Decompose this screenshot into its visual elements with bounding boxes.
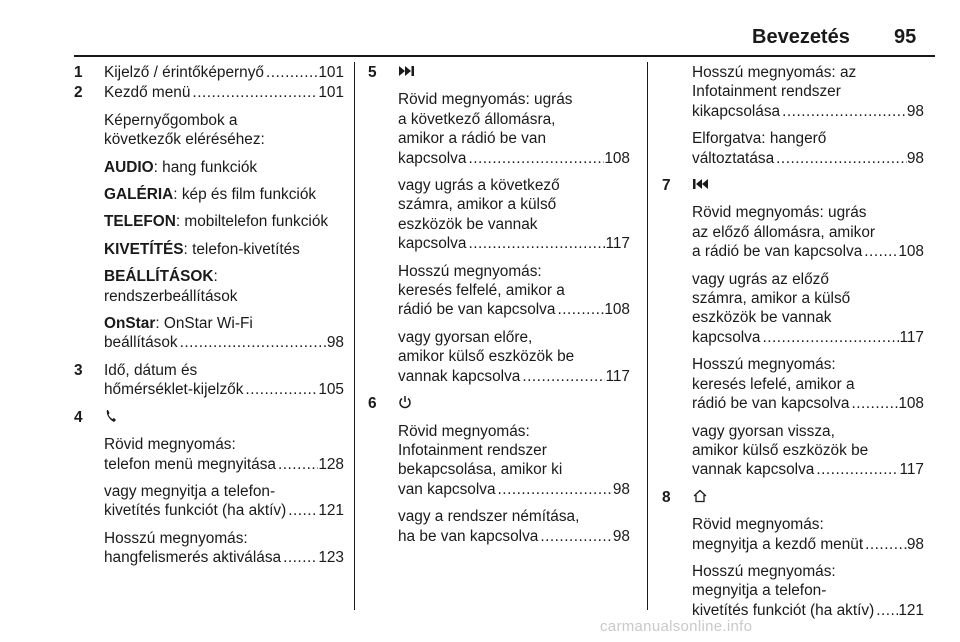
entry-number: 8 xyxy=(662,488,671,506)
telefon-item: TELEFON: mobiltelefon funkciók xyxy=(104,213,329,231)
watermark: carmanualsonline.info xyxy=(600,618,753,635)
column-1 xyxy=(74,62,344,568)
entry-3: 3 Idő, dátum és hőmérséklet-kijelzők ..... 105 xyxy=(74,361,344,400)
entry-number: 7 xyxy=(662,177,671,195)
entry-4: 4 Rövid megnyomás: telefon menü megnyitása ..... 128 vagy megnyitja a telefon- kivetítés funkciót (ha aktív) ..... 121 Hosszú megnyomás: hangfelismerés aktiválása ..... 123 xyxy=(74,408,344,568)
entry-number: 6 xyxy=(368,395,377,413)
audio-item: AUDIO: hang funkciók xyxy=(104,158,258,176)
page-ref: 105 xyxy=(318,381,344,399)
beallitasok-item: BEÁLLÍTÁSOK: rendszerbeállítások xyxy=(104,268,238,305)
power-icon xyxy=(398,394,414,410)
entry-number: 5 xyxy=(368,64,377,81)
page-ref: 108 xyxy=(898,395,924,413)
entry-text: Kezdő menü xyxy=(104,84,191,102)
page-ref: 108 xyxy=(898,243,924,261)
page-ref: 128 xyxy=(318,455,344,473)
galeria-item: GALÉRIA: kép és film funkciók xyxy=(104,186,317,204)
page-ref: 123 xyxy=(318,549,344,567)
entry-number: 3 xyxy=(74,361,83,379)
kivetites-item: KIVETÍTÉS: telefon-kivetítés xyxy=(104,240,300,258)
column-divider xyxy=(354,62,355,610)
page-title: Bevezetés xyxy=(752,26,850,48)
page-number: 95 xyxy=(894,26,917,48)
onstar-item: OnStar: OnStar Wi-Fi beállítások ..... 98 xyxy=(104,314,344,353)
entry-5: 5 Rövid megnyomás: ugrás a következő állomásra, amikor a rádió be van kapcsolva ..... 108 vagy ugrás a következő számra, amikor a külső eszközök be vannak kapcsolva ..... 117 Hosszú megnyomás: keresés felfelé, amikor a rádió be van kapcsolva ..... 108 vagy gyorsan előre, amikor külső eszközök be vannak kapcsolva ..... 117 xyxy=(368,63,630,386)
page-ref: 98 xyxy=(906,102,924,120)
page-ref: 117 xyxy=(899,461,924,479)
page-ref: 98 xyxy=(326,334,344,352)
column-divider xyxy=(647,62,648,610)
entry-6: 6 Rövid megnyomás: Infotainment rendszer bekapcsolása, amikor ki van kapcsolva ..... 98 vagy a rendszer némítása, ha be van kapcsolva ..... 98 xyxy=(368,394,630,546)
paragraph: Képernyőgombok a következők eléréséhez: xyxy=(104,111,265,149)
entry-number: 1 xyxy=(74,64,83,81)
page-ref: 117 xyxy=(605,235,630,253)
page-ref: 98 xyxy=(612,527,630,545)
page-ref: 117 xyxy=(899,328,924,346)
page-ref: 108 xyxy=(604,301,630,319)
page-ref: 117 xyxy=(605,367,630,385)
page-ref: 98 xyxy=(906,535,924,553)
entry-number: 2 xyxy=(74,84,83,102)
phone-icon xyxy=(104,408,120,424)
page-ref: 108 xyxy=(604,149,630,167)
page-ref: 121 xyxy=(898,601,924,619)
header-rule xyxy=(74,55,935,57)
entry-1 xyxy=(74,63,344,82)
page-ref: 101 xyxy=(318,64,344,81)
entry-7: 7 Rövid megnyomás: ugrás az előző állomásra, amikor a rádió be van kapcsolva ..... 108 vagy ugrás az előző számra, amikor a külső eszközök be vannak kapcsolva ..... 117 Hosszú megnyomás: keresés lefelé, amikor a rádió be van kapcsolva ..... 108 vagy gyorsan vissza, amikor külső eszközök be vannak kapcsolva ..... 117 xyxy=(662,176,924,480)
previous-track-icon xyxy=(692,176,708,192)
page-ref: 98 xyxy=(612,480,630,498)
page-ref: 98 xyxy=(906,149,924,167)
entry-8: 8 Rövid megnyomás: megnyitja a kezdő menüt ..... 98 Hosszú megnyomás: megnyitja a telefon- kivetítés funkciót (ha aktív) ..... 121 xyxy=(662,488,924,620)
entry-2 xyxy=(74,83,344,352)
page-header xyxy=(0,0,960,60)
home-icon xyxy=(692,488,708,504)
column-2 xyxy=(368,62,630,546)
page-ref: 101 xyxy=(318,84,344,102)
entry-text: Kijelző / érintőképernyő xyxy=(104,64,264,81)
entry-6-continued: Hosszú megnyomás: az Infotainment rendszer kikapcsolása ..... 98 Elforgatva: hangerő változtatása ..... 98 xyxy=(662,63,924,168)
entry-number: 4 xyxy=(74,408,83,426)
column-3 xyxy=(662,62,924,620)
page-ref: 121 xyxy=(318,502,344,520)
next-track-icon xyxy=(398,63,414,79)
